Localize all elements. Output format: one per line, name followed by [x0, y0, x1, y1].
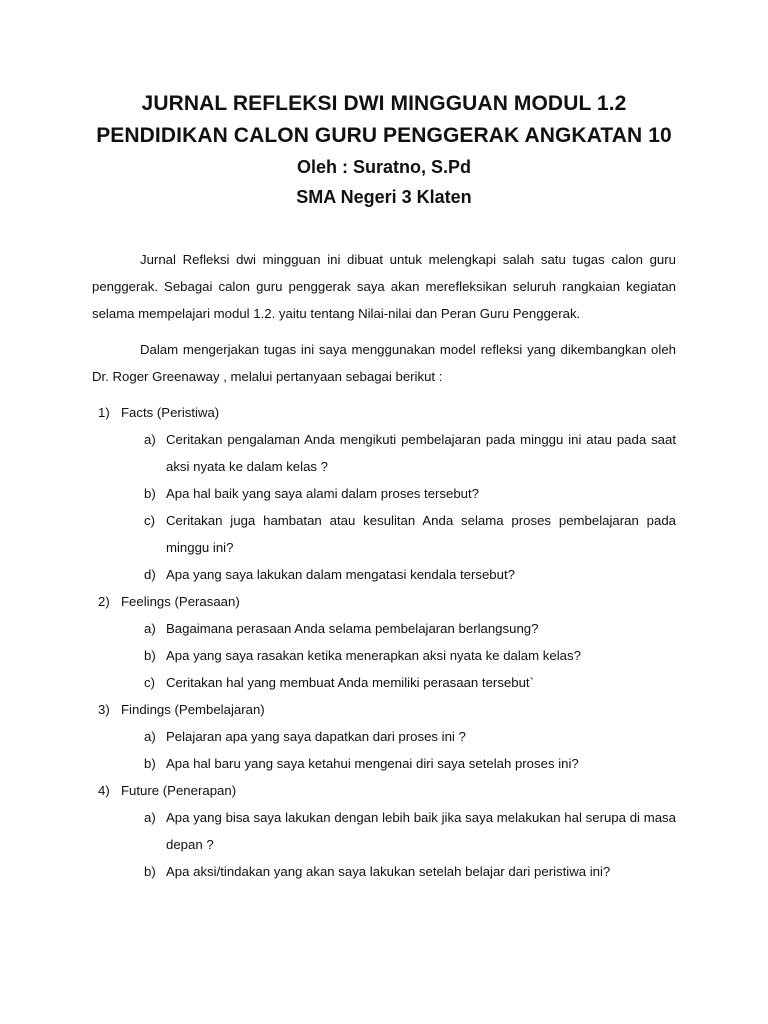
question-text: Apa aksi/tindakan yang akan saya lakukan setelah belajar dari peristiwa ini? [166, 864, 611, 879]
question-letter: c) [144, 513, 155, 528]
question-item [92, 723, 676, 750]
question-item [92, 615, 676, 642]
section-number: 4) [98, 783, 110, 798]
question-item [92, 507, 676, 561]
question-text: Apa yang saya lakukan dalam mengatasi kendala tersebut? [166, 567, 515, 582]
question-section [92, 588, 676, 696]
section-heading [92, 696, 676, 723]
question-section [92, 777, 676, 885]
question-item [92, 669, 676, 696]
question-item [92, 750, 676, 777]
question-items [92, 426, 676, 588]
question-items [92, 615, 676, 696]
question-letter: b) [144, 864, 156, 879]
question-letter: a) [144, 729, 156, 744]
question-letter: d) [144, 567, 156, 582]
question-letter: c) [144, 675, 155, 690]
question-text: Ceritakan juga hambatan atau kesulitan Anda selama proses pembelajaran pada minggu ini? [166, 513, 676, 555]
question-text: Apa yang saya rasakan ketika menerapkan aksi nyata ke dalam kelas? [166, 648, 581, 663]
question-letter: a) [144, 621, 156, 636]
question-letter: a) [144, 810, 156, 825]
intro-paragraph: Jurnal Refleksi dwi mingguan ini dibuat untuk melengkapi salah satu tugas calon guru penggerak. Sebagai calon guru penggerak saya akan merefleksikan seluruh rangkaian kegiatan selama mempelajari modul 1.2. yaitu tentang Nilai-nilai dan Peran Guru Penggerak. [92, 252, 676, 321]
question-text: Ceritakan pengalaman Anda mengikuti pembelajaran pada minggu ini atau pada saat aksi nyata ke dalam kelas ? [166, 432, 676, 474]
question-letter: b) [144, 756, 156, 771]
document-title-line1: JURNAL REFLEKSI DWI MINGGUAN MODUL 1.2 [141, 92, 627, 115]
section-title: Findings (Pembelajaran) [121, 702, 265, 717]
document-header [92, 88, 676, 212]
question-section [92, 696, 676, 777]
question-letter: a) [144, 432, 156, 447]
school-line: SMA Negeri 3 Klaten [296, 187, 472, 207]
question-text: Apa yang bisa saya lakukan dengan lebih baik jika saya melakukan hal serupa di masa depan ? [166, 810, 676, 852]
document-title-line2: PENDIDIKAN CALON GURU PENGGERAK ANGKATAN 10 [96, 124, 672, 147]
method-paragraph: Dalam mengerjakan tugas ini saya menggunakan model refleksi yang dikembangkan oleh Dr. Roger Greenaway , melalui pertanyaan sebagai berikut : [92, 342, 676, 384]
question-text: Ceritakan hal yang membuat Anda memiliki perasaan tersebut` [166, 675, 534, 690]
question-item [92, 858, 676, 885]
section-heading [92, 777, 676, 804]
question-items [92, 804, 676, 885]
author-line: Oleh : Suratno, S.Pd [296, 157, 471, 177]
section-heading [92, 588, 676, 615]
section-number: 1) [98, 405, 110, 420]
question-letter: b) [144, 648, 156, 663]
section-number: 3) [98, 702, 110, 717]
section-title: Future (Penerapan) [121, 783, 237, 798]
question-text: Pelajaran apa yang saya dapatkan dari proses ini ? [166, 729, 466, 744]
question-item [92, 480, 676, 507]
section-number: 2) [98, 594, 110, 609]
question-letter: b) [144, 486, 156, 501]
question-item [92, 426, 676, 480]
section-title: Facts (Peristiwa) [121, 405, 220, 420]
section-title: Feelings (Perasaan) [121, 594, 240, 609]
question-item [92, 804, 676, 858]
question-list [92, 399, 676, 885]
question-item [92, 561, 676, 588]
question-text: Apa hal baru yang saya ketahui mengenai diri saya setelah proses ini? [166, 756, 579, 771]
question-items [92, 723, 676, 777]
question-item [92, 642, 676, 669]
question-text: Bagaimana perasaan Anda selama pembelajaran berlangsung? [166, 621, 539, 636]
section-heading [92, 399, 676, 426]
question-text: Apa hal baik yang saya alami dalam proses tersebut? [166, 486, 480, 501]
question-section [92, 399, 676, 588]
